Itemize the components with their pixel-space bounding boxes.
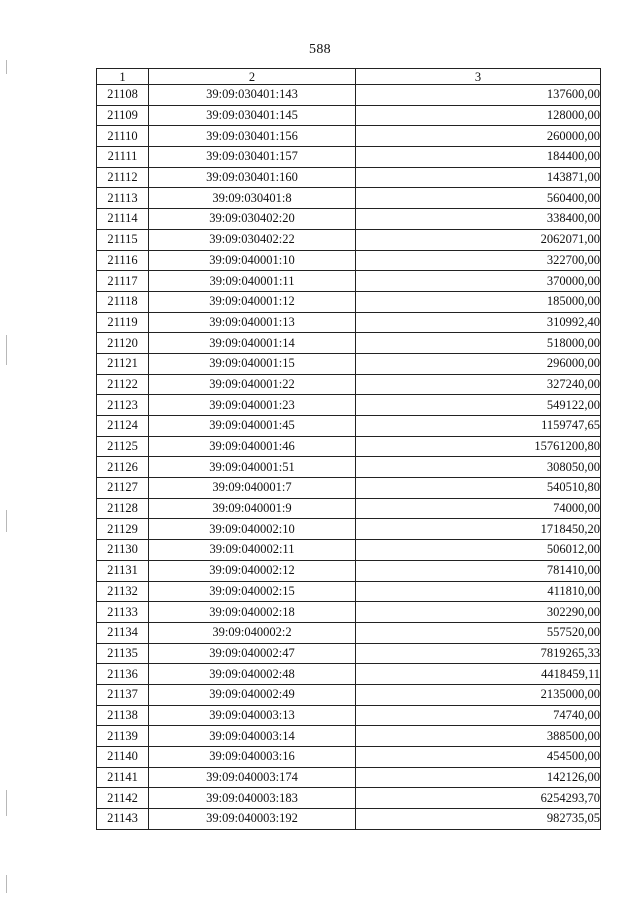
cadastral-number-cell: 39:09:040003:14 <box>149 726 356 747</box>
table-row <box>97 519 601 540</box>
cadastral-value-cell: 128000,00 <box>356 105 601 126</box>
cadastral-value-cell: 302290,00 <box>356 602 601 623</box>
cadastral-value-cell: 506012,00 <box>356 540 601 561</box>
cadastral-number-cell: 39:09:040001:14 <box>149 333 356 354</box>
cadastral-number-cell: 39:09:040003:192 <box>149 809 356 830</box>
table-row <box>97 353 601 374</box>
table-row <box>97 457 601 478</box>
row-number-cell: 21124 <box>97 416 149 437</box>
table-row <box>97 478 601 499</box>
cadastral-value-cell: 6254293,70 <box>356 788 601 809</box>
table-row <box>97 767 601 788</box>
cadastral-value-cell: 15761200,80 <box>356 436 601 457</box>
scan-margin-mark <box>6 335 7 365</box>
row-number-cell: 21125 <box>97 436 149 457</box>
cadastral-number-cell: 39:09:040003:16 <box>149 747 356 768</box>
cadastral-value-cell: 322700,00 <box>356 250 601 271</box>
cadastral-value-cell: 549122,00 <box>356 395 601 416</box>
table-body <box>97 85 601 830</box>
cadastral-value-table <box>96 68 601 830</box>
cadastral-value-cell: 1718450,20 <box>356 519 601 540</box>
column-header-1: 1 <box>97 69 149 85</box>
table-row <box>97 250 601 271</box>
cadastral-value-cell: 2062071,00 <box>356 229 601 250</box>
cadastral-number-cell: 39:09:040002:11 <box>149 540 356 561</box>
row-number-cell: 21128 <box>97 498 149 519</box>
cadastral-number-cell: 39:09:040001:51 <box>149 457 356 478</box>
cadastral-value-cell: 74740,00 <box>356 705 601 726</box>
cadastral-number-cell: 39:09:040001:7 <box>149 478 356 499</box>
row-number-cell: 21139 <box>97 726 149 747</box>
row-number-cell: 21142 <box>97 788 149 809</box>
cadastral-number-cell: 39:09:040002:18 <box>149 602 356 623</box>
cadastral-number-cell: 39:09:040001:11 <box>149 271 356 292</box>
row-number-cell: 21122 <box>97 374 149 395</box>
table-row <box>97 188 601 209</box>
table-row <box>97 291 601 312</box>
table-row <box>97 312 601 333</box>
table-row <box>97 664 601 685</box>
cadastral-number-cell: 39:09:040003:174 <box>149 767 356 788</box>
row-number-cell: 21131 <box>97 560 149 581</box>
cadastral-value-cell: 781410,00 <box>356 560 601 581</box>
cadastral-number-cell: 39:09:040001:10 <box>149 250 356 271</box>
cadastral-number-cell: 39:09:040002:10 <box>149 519 356 540</box>
cadastral-value-cell: 338400,00 <box>356 209 601 230</box>
row-number-cell: 21132 <box>97 581 149 602</box>
table-row <box>97 788 601 809</box>
cadastral-value-cell: 7819265,33 <box>356 643 601 664</box>
table-row <box>97 726 601 747</box>
table-header-row <box>97 69 601 85</box>
cadastral-value-cell: 308050,00 <box>356 457 601 478</box>
row-number-cell: 21136 <box>97 664 149 685</box>
cadastral-value-cell: 370000,00 <box>356 271 601 292</box>
cadastral-number-cell: 39:09:040002:48 <box>149 664 356 685</box>
row-number-cell: 21129 <box>97 519 149 540</box>
table-row <box>97 271 601 292</box>
row-number-cell: 21116 <box>97 250 149 271</box>
table-row <box>97 747 601 768</box>
scan-margin-mark <box>6 875 7 893</box>
cadastral-value-cell: 143871,00 <box>356 167 601 188</box>
row-number-cell: 21137 <box>97 684 149 705</box>
row-number-cell: 21130 <box>97 540 149 561</box>
cadastral-value-cell: 388500,00 <box>356 726 601 747</box>
table-row <box>97 436 601 457</box>
row-number-cell: 21138 <box>97 705 149 726</box>
cadastral-number-cell: 39:09:040001:23 <box>149 395 356 416</box>
row-number-cell: 21140 <box>97 747 149 768</box>
table-row <box>97 540 601 561</box>
column-header-3: 3 <box>356 69 601 85</box>
table-row <box>97 209 601 230</box>
row-number-cell: 21141 <box>97 767 149 788</box>
row-number-cell: 21118 <box>97 291 149 312</box>
row-number-cell: 21135 <box>97 643 149 664</box>
cadastral-number-cell: 39:09:040002:47 <box>149 643 356 664</box>
cadastral-number-cell: 39:09:040003:183 <box>149 788 356 809</box>
row-number-cell: 21121 <box>97 353 149 374</box>
row-number-cell: 21133 <box>97 602 149 623</box>
table-row <box>97 581 601 602</box>
cadastral-value-cell: 518000,00 <box>356 333 601 354</box>
table-row <box>97 809 601 830</box>
row-number-cell: 21127 <box>97 478 149 499</box>
row-number-cell: 21113 <box>97 188 149 209</box>
page-number: 588 <box>309 42 331 57</box>
cadastral-number-cell: 39:09:040001:22 <box>149 374 356 395</box>
cadastral-value-cell: 260000,00 <box>356 126 601 147</box>
table-row <box>97 622 601 643</box>
cadastral-number-cell: 39:09:040002:12 <box>149 560 356 581</box>
cadastral-value-cell: 327240,00 <box>356 374 601 395</box>
cadastral-value-cell: 2135000,00 <box>356 684 601 705</box>
cadastral-number-cell: 39:09:040002:2 <box>149 622 356 643</box>
cadastral-number-cell: 39:09:030401:157 <box>149 147 356 168</box>
table-row <box>97 147 601 168</box>
table-row <box>97 705 601 726</box>
cadastral-value-cell: 296000,00 <box>356 353 601 374</box>
scan-margin-mark <box>6 790 7 816</box>
cadastral-number-cell: 39:09:030401:8 <box>149 188 356 209</box>
cadastral-number-cell: 39:09:040001:15 <box>149 353 356 374</box>
cadastral-number-cell: 39:09:040001:9 <box>149 498 356 519</box>
scan-margin-mark <box>6 510 7 532</box>
cadastral-value-cell: 142126,00 <box>356 767 601 788</box>
table-row <box>97 229 601 250</box>
row-number-cell: 21120 <box>97 333 149 354</box>
table-row <box>97 602 601 623</box>
cadastral-number-cell: 39:09:040001:12 <box>149 291 356 312</box>
cadastral-value-cell: 411810,00 <box>356 581 601 602</box>
cadastral-value-cell: 184400,00 <box>356 147 601 168</box>
row-number-cell: 21123 <box>97 395 149 416</box>
cadastral-number-cell: 39:09:040002:49 <box>149 684 356 705</box>
table-row <box>97 105 601 126</box>
row-number-cell: 21114 <box>97 209 149 230</box>
table-row <box>97 374 601 395</box>
table-row <box>97 167 601 188</box>
cadastral-number-cell: 39:09:040001:46 <box>149 436 356 457</box>
table-row <box>97 126 601 147</box>
row-number-cell: 21110 <box>97 126 149 147</box>
table-row <box>97 643 601 664</box>
cadastral-value-cell: 454500,00 <box>356 747 601 768</box>
row-number-cell: 21117 <box>97 271 149 292</box>
row-number-cell: 21111 <box>97 147 149 168</box>
cadastral-number-cell: 39:09:030401:156 <box>149 126 356 147</box>
table-row <box>97 333 601 354</box>
table-row <box>97 416 601 437</box>
cadastral-value-cell: 557520,00 <box>356 622 601 643</box>
cadastral-value-cell: 540510,80 <box>356 478 601 499</box>
table-row <box>97 85 601 106</box>
row-number-cell: 21108 <box>97 85 149 106</box>
cadastral-value-cell: 185000,00 <box>356 291 601 312</box>
scan-margin-mark <box>6 60 7 74</box>
row-number-cell: 21112 <box>97 167 149 188</box>
row-number-cell: 21119 <box>97 312 149 333</box>
cadastral-number-cell: 39:09:030402:22 <box>149 229 356 250</box>
cadastral-number-cell: 39:09:040001:45 <box>149 416 356 437</box>
row-number-cell: 21126 <box>97 457 149 478</box>
cadastral-number-cell: 39:09:030401:145 <box>149 105 356 126</box>
cadastral-value-cell: 310992,40 <box>356 312 601 333</box>
cadastral-number-cell: 39:09:030401:160 <box>149 167 356 188</box>
row-number-cell: 21109 <box>97 105 149 126</box>
table-row <box>97 684 601 705</box>
row-number-cell: 21143 <box>97 809 149 830</box>
row-number-cell: 21134 <box>97 622 149 643</box>
cadastral-value-cell: 74000,00 <box>356 498 601 519</box>
cadastral-value-cell: 1159747,65 <box>356 416 601 437</box>
table-row <box>97 498 601 519</box>
table-row <box>97 395 601 416</box>
table-row <box>97 560 601 581</box>
cadastral-value-cell: 4418459,11 <box>356 664 601 685</box>
row-number-cell: 21115 <box>97 229 149 250</box>
cadastral-number-cell: 39:09:030401:143 <box>149 85 356 106</box>
cadastral-value-cell: 982735,05 <box>356 809 601 830</box>
column-header-2: 2 <box>149 69 356 85</box>
cadastral-value-cell: 560400,00 <box>356 188 601 209</box>
cadastral-number-cell: 39:09:040003:13 <box>149 705 356 726</box>
cadastral-number-cell: 39:09:040002:15 <box>149 581 356 602</box>
cadastral-value-cell: 137600,00 <box>356 85 601 106</box>
cadastral-number-cell: 39:09:040001:13 <box>149 312 356 333</box>
cadastral-number-cell: 39:09:030402:20 <box>149 209 356 230</box>
